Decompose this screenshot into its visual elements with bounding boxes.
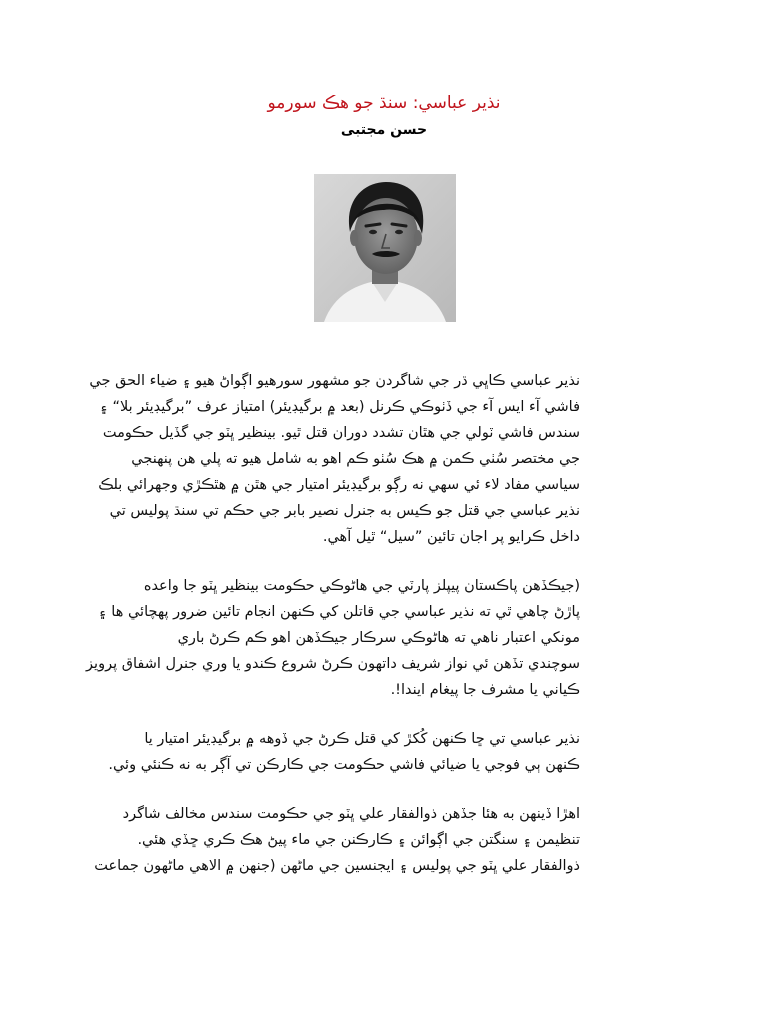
paragraph-line: اهڙا ڏينهن به هئا جڏهن ذوالفقار علي ڀٽو جي حڪومت سندس مخالف شاگرد bbox=[122, 806, 580, 822]
article-body bbox=[86, 368, 580, 902]
paragraph-line: جي مختصر سُٺي ڪمن ۾ هڪ سُٺو ڪم اهو به شامل هيو ته پلي هن پنهنجي bbox=[131, 451, 580, 467]
article-author: حسن مجتبى bbox=[340, 122, 428, 138]
paragraph-line: ڪياني يا مشرف جا پيغام ايندا!. bbox=[390, 682, 580, 698]
paragraph-line: پاڙڻ چاهي ٿي ته نذير عباسي جي قاتلن کي ڪنهن انجام تائين ضرور پهچائي ها ۽ bbox=[98, 604, 580, 620]
paragraph-line: فاشي آء ايس آء جي ڏٺوڪي ڪرنل (بعد ۾ برگيڊيئر) امتياز عرف ”برگيڊيئر بلا“ ۽ bbox=[99, 399, 580, 415]
body-paragraph bbox=[89, 368, 580, 550]
paragraph-line: ڪنهن ٻي فوجي يا ضيائي فاشي حڪومت جي ڪارڪن تي آڳر به نه ڪنئي وئي. bbox=[108, 757, 580, 773]
paragraph-line: (جيڪڏهن پاڪستان پيپلز پارٽي جي هاڻوڪي حڪومت بينظير ڀٽو جا واعده bbox=[143, 578, 580, 594]
body-paragraph bbox=[108, 726, 580, 778]
paragraph-line: ذوالفقار علي ڀٽو جي پوليس ۽ ايجنسين جي ماڻهن (جنهن ۾ الاهي ماڻهون جماعت bbox=[94, 858, 580, 874]
paragraph-line: تنظيمن ۽ سنگتن جي اڳوائن ۽ ڪارڪنن جي ماء پيڻ هڪ ڪري ڇڏي هئي. bbox=[137, 832, 580, 848]
body-paragraph bbox=[86, 573, 580, 703]
paragraph-line: نذير عباسي تي ڇا ڪنهن کُکڙ کي قتل ڪرڻ جي ڏوهه ۾ برگيڊيئر امتيار يا bbox=[144, 731, 580, 747]
portrait-photo bbox=[314, 174, 456, 322]
paragraph-line: سندس فاشي ٽولي جي هٿان تشدد دوران قتل ٿيو. بينظير ڀٽو جي گڏيل حڪومت bbox=[102, 425, 580, 441]
body-paragraph bbox=[94, 801, 580, 879]
paragraph-line: نذير عباسي ڪاڀي ڌر جي شاگردن جو مشھور سورهيو اڳواڻ هيو ۽ ضياء الحق جي bbox=[89, 373, 580, 389]
article-title: نذير عباسي: سنڌ جو هڪ سورمو bbox=[267, 93, 501, 113]
portrait-photo-drawing bbox=[314, 174, 456, 322]
paragraph-line: سوچندي تڏهن ئي نواز شريف داتهون ڪرڻ شروع ڪندو يا وري جنرل اشفاق پرويز bbox=[86, 656, 580, 672]
paragraph-line: مونکي اعتبار ناهي ته هاڻوڪي سرڪار جيڪڏهن اهو ڪم ڪرڻ باري bbox=[177, 630, 580, 646]
paragraph-line: داخل ڪرايو پر اجان تائين ”سيل“ ٿيل آهي. bbox=[322, 529, 580, 545]
paragraph-line: نذير عباسي جي قتل جو ڪيس به جنرل نصير بابر جي حڪم تي سنڌ پوليس تي bbox=[109, 503, 580, 519]
paragraph-line: سياسي مفاد لاء ئي سهي نه رڳو برگيڊيئر امتيار جي هٿن ۾ هٿڪڙي وجهرائي بلڪ bbox=[98, 477, 580, 493]
